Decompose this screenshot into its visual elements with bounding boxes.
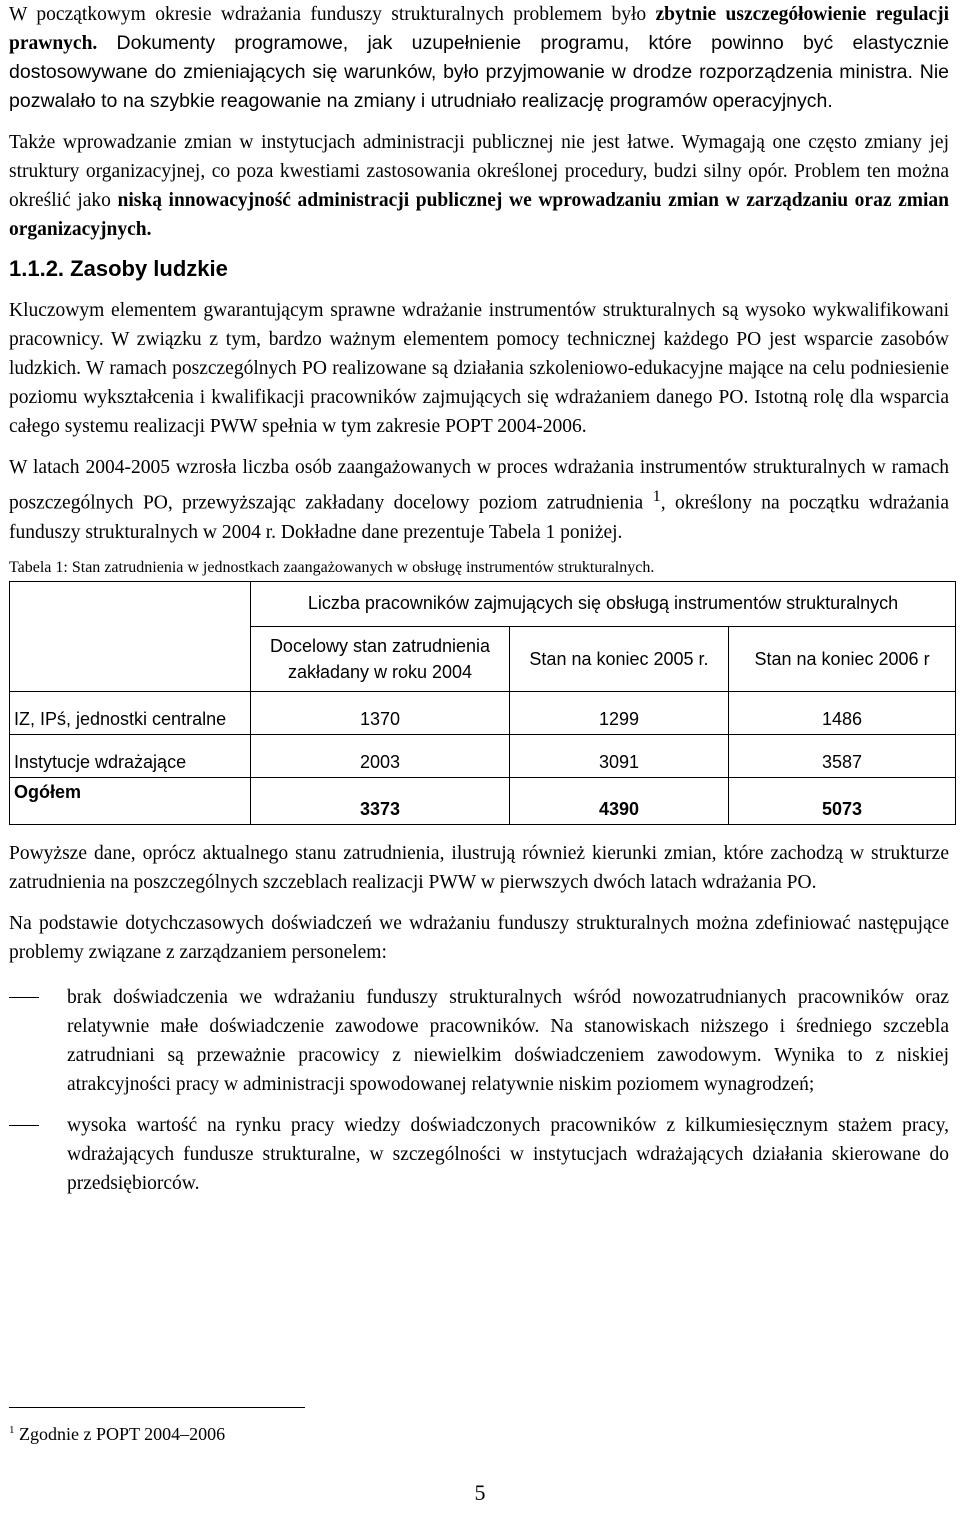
row-label: Instytucje wdrażające	[10, 734, 251, 777]
table-row-total	[10, 777, 956, 824]
bold-phrase: niską innowacyjność administracji publicznej we wprowadzaniu zmian w zarządzaniu oraz zmian organizacyjnych.	[9, 190, 949, 240]
dash-bullet-icon	[9, 1125, 39, 1127]
paragraph-text: Także wprowadzanie zmian w instytucjach administracji publicznej nie jest łatwe. Wymagają one często zmiany jej struktury organizacyjnej, co poza kwestiami zastosowania określonej procedury, budzi silny opór. Problem ten można określić jako	[9, 132, 949, 211]
paragraph-employment	[9, 453, 949, 547]
column-header-2005: Stan na koniec 2005 r.	[510, 626, 729, 691]
cell-2006: 5073	[729, 777, 956, 824]
footnote-mark: 1	[9, 1424, 15, 1436]
column-header-line: zakładany w roku 2004	[287, 661, 473, 682]
footnote-text: Zgodnie z POPT 2004–2006	[14, 1424, 226, 1444]
section-heading: 1.1.2. Zasoby ludzkie	[9, 256, 228, 281]
paragraph-text: , określony na początku wdrażania funduszy strukturalnych w 2004 r. Dokładne dane prezentuje Tabela 1 poniżej.	[9, 492, 949, 543]
list-item	[9, 983, 949, 1099]
cell-target: 2003	[251, 734, 510, 777]
bold-phrase: zbytnie uszczegółowienie regulacji prawnych.	[9, 4, 949, 54]
cell-2006: 3587	[729, 734, 956, 777]
paragraph-text: Dokumenty programowe, jak uzupełnienie programu, które powinno być elastycznie dostosowywane do zmieniających się warunków, było przyjmowanie w drodze rozporządzenia ministra. Nie pozwalało to na szybkie reagowanie na zmiany i utrudniało realizację programów operacyjnych.	[9, 32, 949, 112]
dash-bullet-icon	[9, 997, 39, 999]
table-row	[10, 691, 956, 734]
employment-table	[9, 581, 956, 825]
cell-target: 1370	[251, 691, 510, 734]
cell-2006: 1486	[729, 691, 956, 734]
table-row	[10, 734, 956, 777]
cell-2005: 4390	[510, 777, 729, 824]
paragraph-regulations	[9, 0, 949, 116]
list-item-text: wysoka wartość na rynku pracy wiedzy doświadczonych pracowników z kilkumiesięcznym stażem pracy, wdrażających fundusze strukturalne, w szczególności w instytucjach wdrażających działania skierowane do przedsiębiorców.	[67, 1114, 949, 1194]
paragraph-problems-intro: Na podstawie dotychczasowych doświadczeń we wdrażaniu funduszy strukturalnych można zdefiniować następujące problemy związane z zarządzaniem personelem:	[9, 912, 949, 963]
problem-list	[9, 983, 949, 1198]
cell-2005: 3091	[510, 734, 729, 777]
row-label: Ogółem	[10, 777, 251, 824]
table-corner-cell	[10, 581, 251, 691]
paragraph-text: W początkowym okresie wdrażania funduszy strukturalnych problemem było	[9, 4, 656, 25]
page-number: 5	[474, 1480, 486, 1505]
table-caption: Tabela 1: Stan zatrudnienia w jednostkach zaangażowanych w obsługę instrumentów strukturalnych.	[9, 558, 655, 576]
cell-target: 3373	[251, 777, 510, 824]
list-item-text: brak doświadczenia we wdrażaniu funduszy strukturalnych wśród nowozatrudnianych pracowników oraz relatywnie małe doświadczenie zawodowe pracowników. Na stanowiskach niższego i średniego szczebla zatrudniani są przeważnie pracowicy z niewielkim doświadczeniem zawodowym. Wynika to z niskiej atrakcyjności pracy w administracji spowodowanej relatywnie niskim poziomem wynagrodzeń;	[67, 986, 949, 1095]
column-header-2006: Stan na koniec 2006 r	[729, 626, 956, 691]
document-page	[9, 0, 949, 1210]
footnote-separator	[9, 1407, 305, 1408]
cell-2005: 1299	[510, 691, 729, 734]
footnote	[9, 1424, 225, 1445]
paragraph-table-commentary: Powyższe dane, oprócz aktualnego stanu zatrudnienia, ilustrują również kierunki zmian, które zachodzą w strukturze zatrudnienia na poszczególnych szczeblach realizacji PWW w pierwszych dwóch latach wdrażania PO.	[9, 842, 949, 893]
list-item	[9, 1111, 949, 1198]
column-header-line: Docelowy stan zatrudnienia	[269, 635, 491, 656]
column-header-target	[251, 626, 510, 691]
paragraph-administration	[9, 128, 949, 244]
footnote-reference: 1	[652, 487, 661, 505]
table-group-header: Liczba pracowników zajmujących się obsługą instrumentów strukturalnych	[251, 581, 956, 626]
paragraph-text: W latach 2004-2005 wzrosła liczba osób zaangażowanych w proces wdrażania instrumentów strukturalnych w ramach poszczególnych PO, przewyższając zakładany docelowy poziom zatrudnienia	[9, 457, 949, 514]
row-label: IZ, IPś, jednostki centralne	[10, 691, 251, 734]
paragraph-human-resources: Kluczowym elementem gwarantującym sprawne wdrażanie instrumentów strukturalnych są wysoko wykwalifikowani pracownicy. W związku z tym, bardzo ważnym elementem pomocy technicznej każdego PO jest wsparcie zasobów ludzkich. W ramach poszczególnych PO realizowane są działania szkoleniowo-edukacyjne mające na celu podniesienie poziomu wykształcenia i kwalifikacji pracowników zajmujących się wdrażaniem danego PO. Istotną rolę dla wsparcia całego systemu realizacji PWW spełnia w tym zakresie POPT 2004-2006.	[9, 300, 949, 437]
